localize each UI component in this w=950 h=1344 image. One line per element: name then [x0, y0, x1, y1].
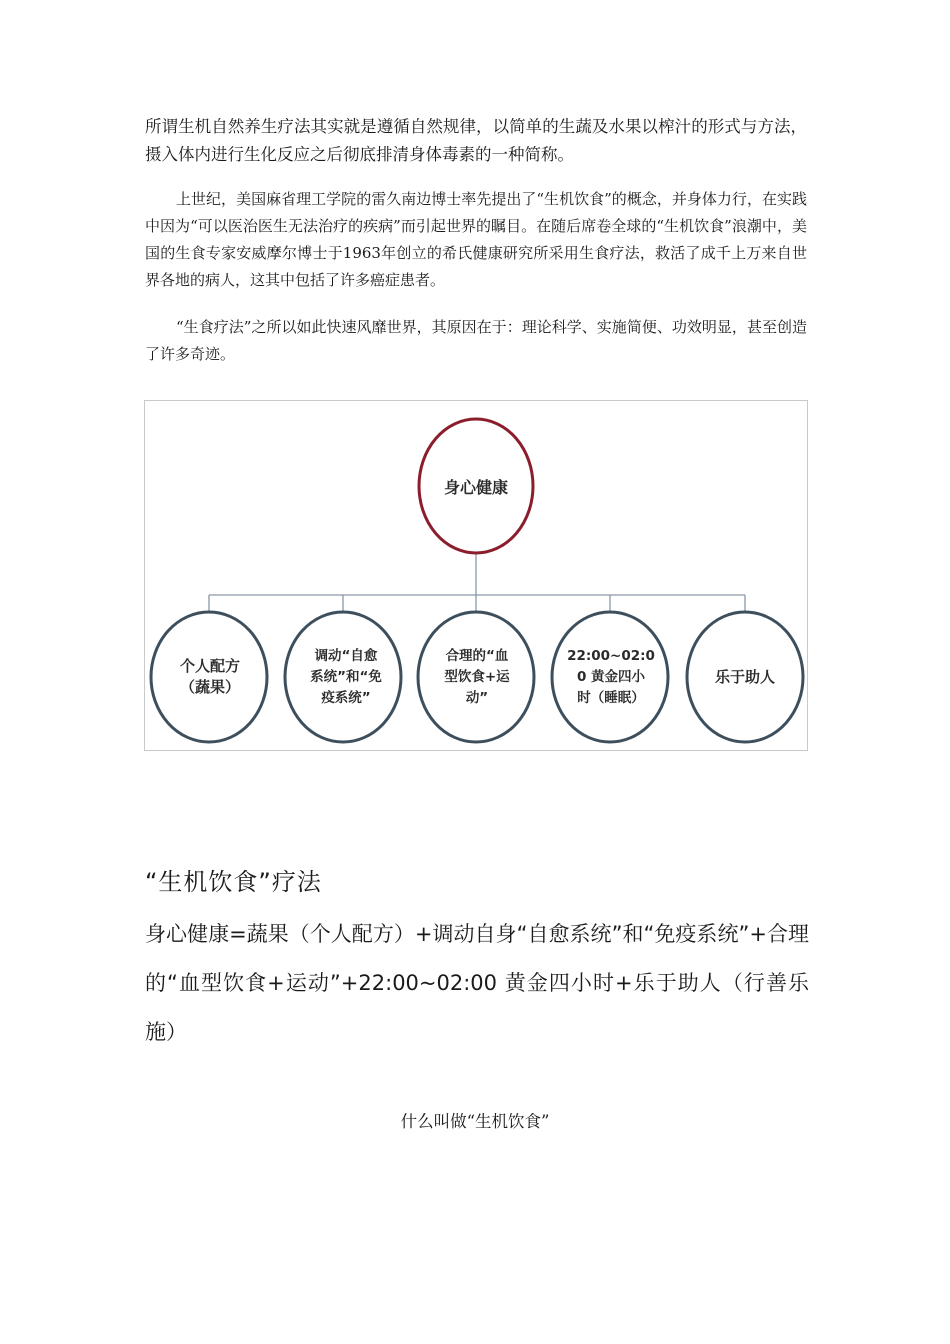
child-label-line: 22:00~02:0 [567, 647, 655, 664]
child-label-line: 个人配方 [179, 657, 240, 675]
intro-paragraph: 所谓生机自然养生疗法其实就是遵循自然规律，以简单的生蔬及水果以榨汁的形式与方法，摄入体内进行生化反应之后彻底排清身体毒素的一种简称。 [145, 117, 807, 164]
connectors [209, 553, 745, 612]
child-node-blood-type-diet [418, 611, 536, 743]
child-label-line: （蔬果） [179, 678, 240, 696]
child-node-golden-sleep [552, 611, 670, 743]
footer-heading: 什么叫做“生机饮食” [400, 1112, 550, 1131]
health-formula: 身心健康=蔬果（个人配方）+调动自身“自愈系统”和“免疫系统”+合理的“血型饮食+运动”+22:00~02:00 黄金四小时+乐于助人（行善乐施） [145, 922, 809, 1044]
child-label-line: 系统”和“免 [310, 668, 382, 685]
child-label-line: 调动“自愈 [314, 647, 378, 664]
child-label-line: 疫系统” [321, 689, 371, 706]
section-title: “生机饮食”疗法 [145, 868, 322, 896]
child-label-line: 动” [465, 689, 489, 706]
child-label-line: 乐于助人 [714, 667, 775, 686]
child-label-line: 0 黄金四小 [576, 668, 646, 685]
reason-paragraph: “生食疗法”之所以如此快速风靡世界，其原因在于：理论科学、实施简便、功效明显，甚至创造了许多奇迹。 [145, 318, 807, 363]
history-paragraph: 上世纪，美国麻省理工学院的雷久南边博士率先提出了“生机饮食”的概念，并身体力行，在实践中因为“可以医治医生无法治疗的疾病”而引起世界的瞩目。在随后席卷全球的“生机饮食”浪潮中，美国的生食专家安威摩尔博士于1963年创立的希氏健康研究所采用生食疗法，救活了成千上万来自世界各地的病人，这其中包括了许多癌症患者。 [145, 190, 807, 289]
child-node-helping-others [686, 611, 804, 743]
root-label: 身心健康 [443, 477, 508, 497]
root-node-label [418, 418, 534, 554]
health-diagram [144, 400, 808, 751]
child-label-line: 型饮食+运 [444, 668, 510, 685]
child-node-immune-system [287, 611, 405, 743]
child-label-line: 合理的“血 [445, 647, 509, 664]
child-node-personal-formula [151, 611, 269, 743]
child-label-line: 时（睡眠） [577, 689, 645, 706]
